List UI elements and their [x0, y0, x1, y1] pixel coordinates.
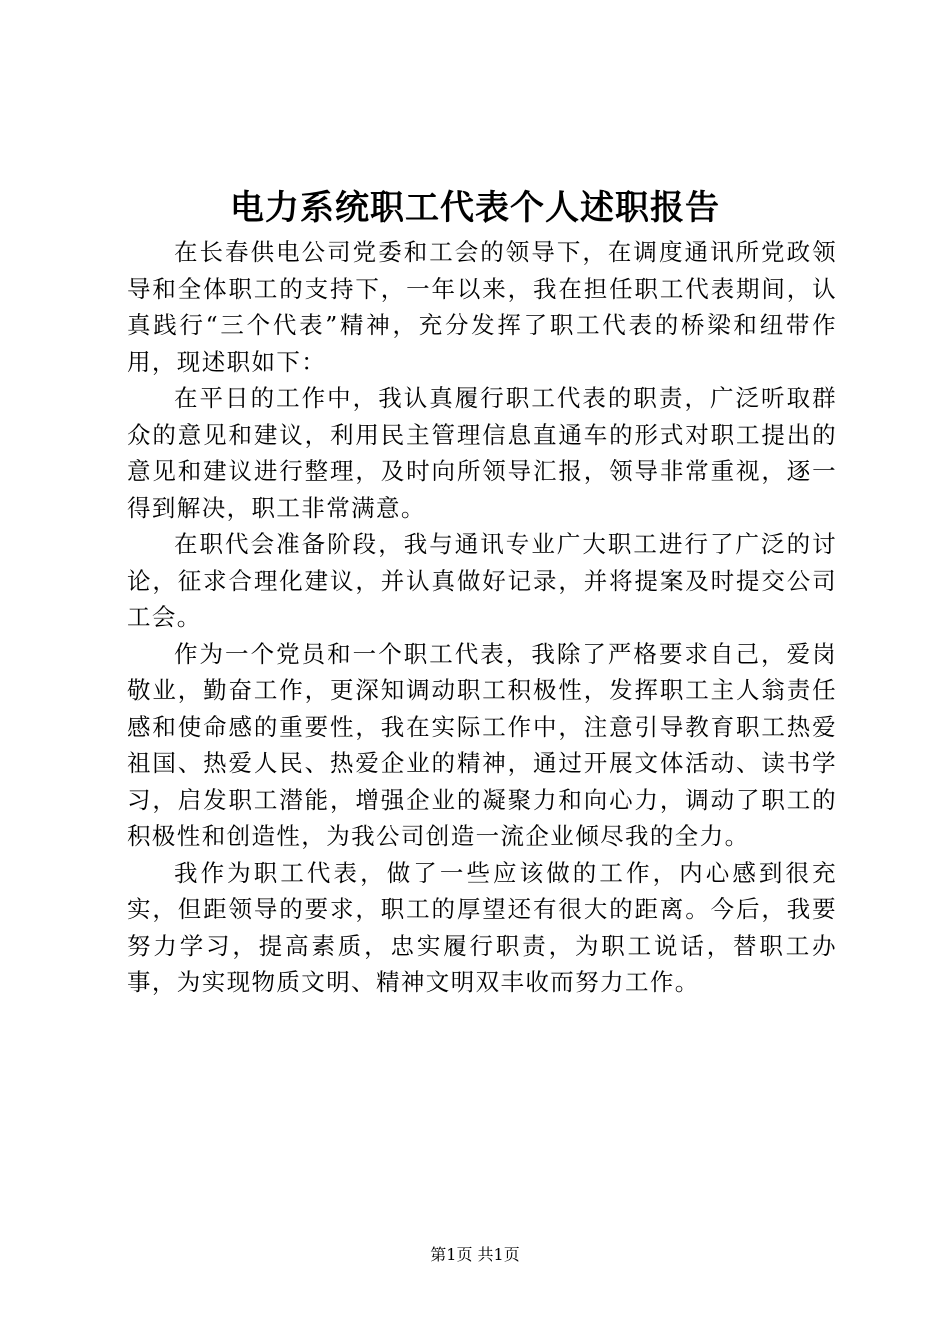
document-title: 电力系统职工代表个人述职报告	[230, 188, 720, 228]
paragraph-1: 在长春供电公司党委和工会的领导下，在调度通讯所党政领导和全体职工的支持下，一年以来，我在担任职工代表期间，认真践行“三个代表”精神，充分发挥了职工代表的桥梁和纽带作用，现述职如下：	[127, 238, 837, 376]
paragraph-4: 作为一个党员和一个职工代表，我除了严格要求自己，爱岗敬业，勤奋工作，更深知调动职工积极性，发挥职工主人翁责任感和使命感的重要性，我在实际工作中，注意引导教育职工热爱祖国、热爱人民、热爱企业的精神，通过开展文体活动、读书学习，启发职工潜能，增强企业的凝聚力和向心力，调动了职工的积极性和创造性，为我公司创造一流企业倾尽我的全力。	[127, 639, 837, 850]
paragraph-3: 在职代会准备阶段，我与通讯专业广大职工进行了广泛的讨论，征求合理化建议，并认真做好记录，并将提案及时提交公司工会。	[127, 530, 837, 631]
document-body	[127, 234, 837, 1001]
paragraph-5: 我作为职工代表，做了一些应该做的工作，内心感到很充实，但距领导的要求，职工的厚望还有很大的距离。今后，我要努力学习，提高素质，忠实履行职责，为职工说话，替职工办事，为实现物质文明、精神文明双丰收而努力工作。	[127, 858, 837, 996]
page-number-footer: 第1页 共1页	[430, 1245, 520, 1264]
paragraph-2: 在平日的工作中，我认真履行职工代表的职责，广泛听取群众的意见和建议，利用民主管理信息直通车的形式对职工提出的意见和建议进行整理，及时向所领导汇报，领导非常重视，逐一得到解决，职工非常满意。	[127, 384, 837, 522]
